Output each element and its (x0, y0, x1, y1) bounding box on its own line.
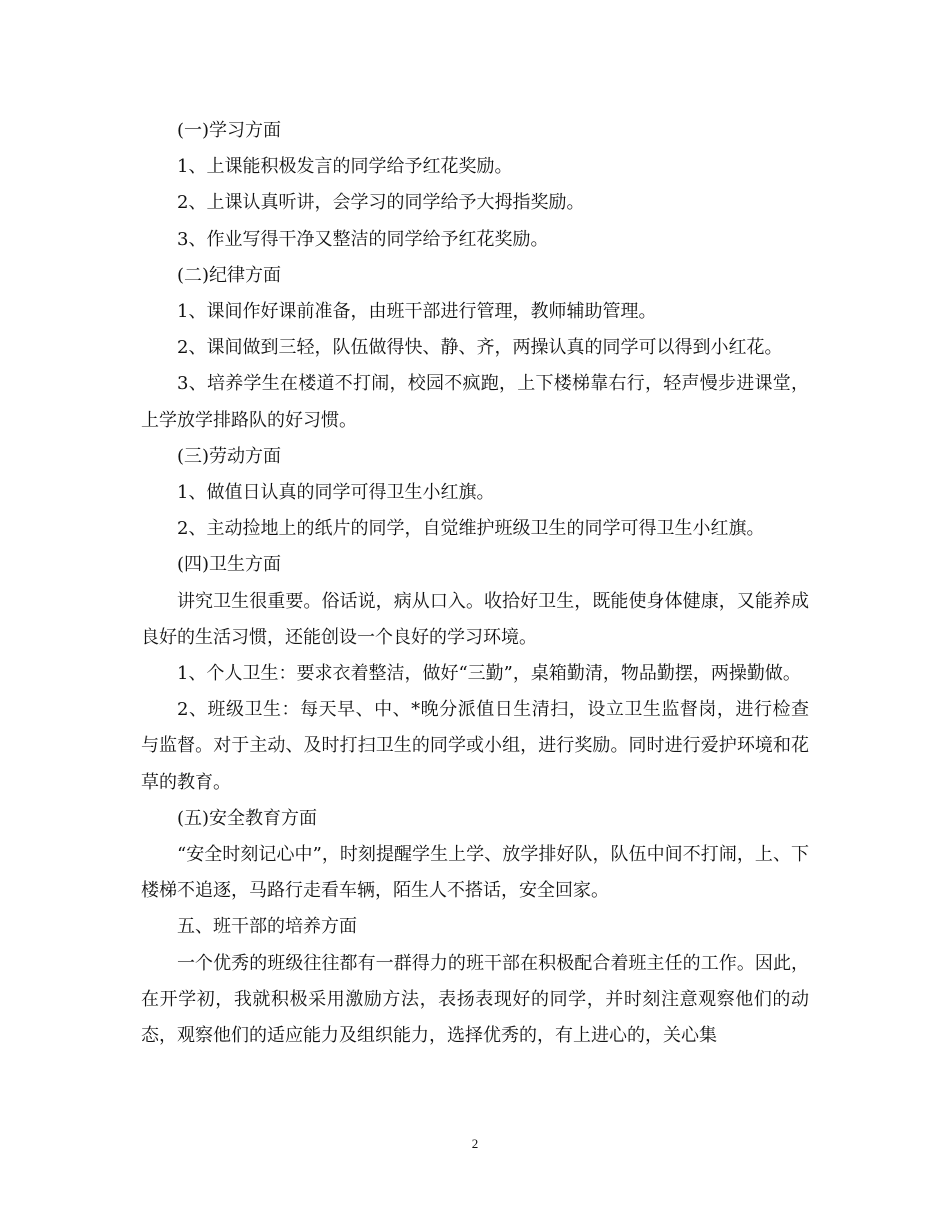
heading-hygiene: (四)卫生方面 (177, 554, 282, 576)
paragraph: 1、课间作好课前准备，由班干部进行管理，教师辅助管理。 (177, 301, 657, 323)
paragraph: 2、班级卫生：每天早、中、*晚分派值日生清扫，设立卫生监督岗，进行检查与监督。对于主动、及时打扫卫生的同学或小组，进行奖励。同时进行爱护环境和花草的教育。 (141, 699, 809, 793)
heading-safety: (五)安全教育方面 (177, 807, 318, 829)
paragraph: 1、做值日认真的同学可得卫生小红旗。 (177, 482, 495, 504)
paragraph: 3、培养学生在楼道不打闹，校园不疯跑，上下楼梯靠右行，轻声慢步进课堂，上学放学排路队的好习惯。 (141, 373, 809, 431)
paragraph: 1、上课能积极发言的同学给予红花奖励。 (177, 156, 513, 178)
heading-class-cadres: 五、班干部的培养方面 (177, 916, 357, 938)
paragraph: “安全时刻记心中”，时刻提醒学生上学、放学排好队，队伍中间不打闹，上、下楼梯不追逐，马路行走看车辆，陌生人不搭话，安全回家。 (141, 844, 809, 902)
paragraph: 2、主动捡地上的纸片的同学，自觉维护班级卫生的同学可得卫生小红旗。 (177, 518, 765, 540)
paragraph: 3、作业写得干净又整洁的同学给予红花奖励。 (177, 228, 549, 250)
heading-labor: (三)劳动方面 (177, 445, 282, 467)
paragraph: 一个优秀的班级往往都有一群得力的班干部在积极配合着班主任的工作。因此，在开学初，我就积极采用激励方法，表扬表现好的同学，并时刻注意观察他们的动态，观察他们的适应能力及组织能力，选择优秀的，有上进心的，关心集 (141, 952, 809, 1047)
paragraph: 2、上课认真听讲，会学习的同学给予大拇指奖励。 (177, 192, 585, 214)
heading-discipline: (二)纪律方面 (177, 264, 282, 286)
document-body (141, 113, 809, 1054)
heading-study: (一)学习方面 (177, 120, 282, 141)
paragraph: 1、个人卫生：要求衣着整洁，做好“三勤”，桌箱勤清，物品勤摆，两操勤做。 (177, 663, 801, 685)
page-number: 2 (471, 1136, 479, 1151)
paragraph: 讲究卫生很重要。俗话说，病从口入。收拾好卫生，既能使身体健康，又能养成良好的生活习惯，还能创设一个良好的学习环境。 (141, 590, 809, 648)
paragraph: 2、课间做到三轻，队伍做得快、静、齐，两操认真的同学可以得到小红花。 (177, 337, 783, 359)
